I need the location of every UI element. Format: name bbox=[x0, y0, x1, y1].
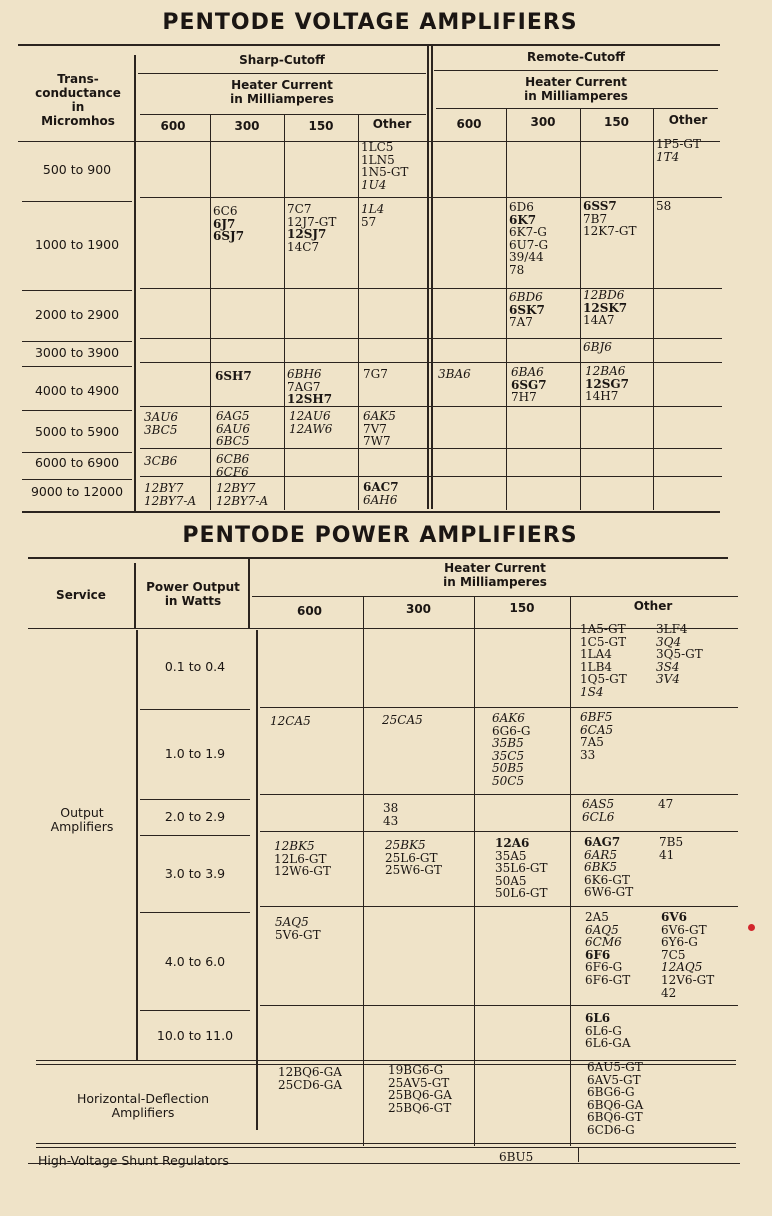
remote-cutoff-header: Remote-Cutoff bbox=[526, 50, 626, 64]
tube-type: 6BQ6-GT bbox=[587, 1110, 643, 1125]
tube-type: 6AV5-GT bbox=[587, 1072, 641, 1087]
tube-type: 12SH7 bbox=[287, 392, 333, 407]
tube-type: 12CA5 bbox=[270, 714, 311, 728]
tube-type: 6V6 bbox=[661, 910, 688, 924]
tube-list bbox=[213, 205, 244, 243]
tube-type: 3Q5-GT bbox=[656, 647, 703, 662]
row-label: 1000 to 1900 bbox=[34, 237, 120, 252]
tube-type: 6CD6-G bbox=[587, 1122, 635, 1137]
row-label: 6000 to 6900 bbox=[34, 455, 120, 470]
tube-type: 6AH6 bbox=[363, 492, 398, 507]
tube-list bbox=[661, 911, 714, 999]
tube-type: 6CB6 bbox=[216, 452, 250, 466]
page-mark bbox=[748, 924, 755, 931]
tube-type: 57 bbox=[361, 214, 377, 229]
tube-type: 14C7 bbox=[287, 239, 320, 254]
tube-type: 12SJ7 bbox=[287, 227, 327, 242]
voltage-title: PENTODE VOLTAGE AMPLIFIERS bbox=[162, 10, 578, 35]
tube-type: 6BJ6 bbox=[583, 340, 612, 354]
tube-type: 12A6 bbox=[495, 836, 530, 850]
tube-type: 12BQ6-GA bbox=[278, 1065, 342, 1079]
row-label: 9000 to 12000 bbox=[30, 484, 124, 499]
tube-type: 12SG7 bbox=[585, 376, 629, 391]
tube-type: 58 bbox=[656, 199, 672, 213]
tube-list bbox=[289, 410, 332, 435]
power-output-header: Power Output in Watts bbox=[146, 580, 240, 608]
tube-type: 6AG5 bbox=[216, 409, 250, 423]
sharp-heater-header: Heater Current in Milliamperes bbox=[230, 78, 334, 106]
tube-list bbox=[144, 455, 177, 468]
tube-type: 6AU5-GT bbox=[587, 1060, 643, 1074]
output-amplifiers-label: Output Amplifiers bbox=[50, 805, 114, 834]
tube-type: 6BH6 bbox=[287, 367, 322, 381]
tube-list bbox=[363, 410, 396, 448]
tube-type: 12BY7 bbox=[144, 481, 184, 495]
tube-type: 6K6-GT bbox=[584, 872, 630, 887]
tube-list bbox=[144, 411, 178, 436]
transconductance-header: Trans- conductance in Micromhos bbox=[35, 72, 121, 128]
tube-type: 6F6-GT bbox=[585, 972, 631, 987]
tube-type: 6F6-G bbox=[585, 960, 623, 975]
col-header: 150 bbox=[308, 119, 334, 133]
tube-type: 7G7 bbox=[363, 367, 388, 381]
tube-list bbox=[658, 798, 673, 811]
tube-list bbox=[656, 200, 671, 213]
tube-type: 6Y6-G bbox=[661, 935, 698, 950]
tube-list bbox=[215, 370, 252, 383]
remote-heater-header: Heater Current in Milliamperes bbox=[524, 75, 628, 103]
tube-type: 25W6-GT bbox=[385, 863, 442, 878]
tube-type: 3AU6 bbox=[144, 410, 179, 424]
tube-type: 12J7-GT bbox=[287, 214, 337, 229]
tube-type: 43 bbox=[383, 813, 399, 828]
row-label: 2.0 to 2.9 bbox=[164, 809, 226, 824]
tube-list bbox=[216, 410, 250, 448]
tube-type: 6AK5 bbox=[363, 409, 396, 423]
tube-type: 1C5-GT bbox=[580, 634, 627, 649]
row-label: 4000 to 4900 bbox=[34, 383, 120, 398]
col-header: 150 bbox=[603, 115, 630, 129]
tube-list bbox=[216, 482, 268, 507]
tube-type: 12K7-GT bbox=[583, 224, 637, 239]
tube-list bbox=[216, 453, 249, 478]
tube-type: 7H7 bbox=[511, 390, 537, 405]
tube-type: 50C5 bbox=[492, 773, 525, 788]
tube-type: 6AS5 bbox=[582, 797, 615, 811]
tube-type: 6BK5 bbox=[584, 860, 618, 875]
tube-type: 35L6-GT bbox=[495, 861, 548, 876]
tube-type: 25CA5 bbox=[382, 713, 423, 727]
col-header: 300 bbox=[405, 602, 432, 616]
tube-type: 6G6-G bbox=[492, 723, 531, 738]
tube-list bbox=[499, 1151, 533, 1164]
tube-type: 7C7 bbox=[287, 202, 312, 216]
col-header: Other bbox=[372, 117, 412, 131]
tube-type: 7C5 bbox=[661, 947, 686, 962]
tube-type: 7V7 bbox=[363, 421, 387, 436]
tube-type: 1L4 bbox=[361, 202, 385, 216]
tube-list bbox=[385, 839, 442, 877]
tube-list bbox=[287, 203, 336, 253]
tube-type: 7W7 bbox=[363, 434, 391, 449]
tube-type: 1LB4 bbox=[580, 659, 613, 674]
tube-list bbox=[509, 291, 545, 329]
row-label: 10.0 to 11.0 bbox=[156, 1028, 234, 1043]
service-header: Service bbox=[56, 588, 106, 602]
tube-type: 41 bbox=[659, 847, 675, 862]
col-header: 300 bbox=[530, 115, 556, 129]
tube-list bbox=[580, 711, 613, 761]
tube-list bbox=[583, 341, 612, 354]
tube-list bbox=[388, 1064, 452, 1114]
tube-type: 6BC5 bbox=[216, 434, 250, 449]
tube-type: 7B7 bbox=[583, 211, 608, 226]
tube-type: 25L6-GT bbox=[385, 850, 438, 865]
tube-list bbox=[361, 203, 384, 228]
tube-type: 19BG6-G bbox=[388, 1063, 444, 1077]
tube-list bbox=[511, 366, 547, 404]
tube-type: 7AG7 bbox=[287, 379, 321, 394]
tube-type: 12AQ5 bbox=[661, 960, 703, 975]
tube-type: 6BD6 bbox=[509, 290, 543, 304]
col-header: 600 bbox=[456, 117, 482, 131]
tube-type: 6L6-GA bbox=[585, 1036, 631, 1051]
tube-type: 1N5-GT bbox=[361, 165, 409, 180]
tube-type: 6CA5 bbox=[580, 722, 614, 737]
col-header: Other bbox=[633, 599, 673, 613]
tube-type: 1U4 bbox=[361, 177, 387, 192]
tube-list bbox=[585, 911, 630, 987]
tube-list bbox=[438, 368, 471, 381]
tube-list bbox=[383, 802, 398, 827]
tube-list bbox=[270, 715, 311, 728]
tube-type: 6V6-GT bbox=[661, 922, 707, 937]
tube-type: 12SK7 bbox=[583, 300, 628, 315]
tube-type: 6CL6 bbox=[582, 809, 615, 824]
tube-list bbox=[495, 837, 548, 900]
tube-type: 1T4 bbox=[656, 149, 680, 164]
row-label: 1.0 to 1.9 bbox=[164, 746, 226, 761]
tube-type: 6U7-G bbox=[509, 237, 549, 252]
tube-type: 6SG7 bbox=[511, 377, 547, 392]
tube-type: 12W6-GT bbox=[274, 864, 331, 879]
tube-type: 6SJ7 bbox=[213, 229, 245, 244]
col-header: Other bbox=[668, 113, 708, 127]
tube-type: 12BK5 bbox=[274, 839, 315, 853]
tube-type: 6CF6 bbox=[216, 464, 249, 479]
tube-type: 3Q4 bbox=[656, 634, 682, 649]
tube-type: 38 bbox=[383, 801, 399, 815]
tube-type: 6D6 bbox=[509, 200, 534, 214]
tube-type: 6L6-G bbox=[585, 1023, 622, 1038]
tube-type: 6L6 bbox=[585, 1011, 611, 1025]
tube-type: 25BK5 bbox=[385, 838, 426, 852]
tube-type: 47 bbox=[658, 797, 674, 811]
power-title: PENTODE POWER AMPLIFIERS bbox=[182, 523, 578, 548]
tube-type: 6SS7 bbox=[583, 199, 617, 213]
tube-type: 6K7-G bbox=[509, 225, 547, 240]
tube-list bbox=[492, 712, 531, 788]
tube-list bbox=[659, 836, 683, 861]
shunt-regulators-label: High-Voltage Shunt Regulators bbox=[38, 1153, 229, 1168]
tube-type: 5AQ5 bbox=[275, 915, 309, 929]
tube-type: 42 bbox=[661, 985, 677, 1000]
tube-type: 12BY7-A bbox=[144, 493, 197, 508]
tube-list bbox=[656, 623, 703, 686]
tube-list bbox=[583, 289, 627, 327]
tube-type: 1LA4 bbox=[580, 647, 612, 662]
tube-type: 35B5 bbox=[492, 736, 524, 751]
row-label: 2000 to 2900 bbox=[34, 307, 120, 322]
tube-type: 12BY7 bbox=[216, 481, 256, 495]
tube-type: 35A5 bbox=[495, 848, 527, 863]
tube-type: 6BG6-G bbox=[587, 1085, 635, 1100]
tube-type: 3BA6 bbox=[438, 367, 471, 381]
tube-type: 33 bbox=[580, 747, 596, 762]
tube-type: 6AC7 bbox=[363, 480, 399, 494]
power-heater-header: Heater Current in Milliamperes bbox=[443, 561, 547, 589]
tube-type: 6BQ6-GA bbox=[587, 1097, 644, 1112]
tube-type: 12BD6 bbox=[583, 288, 625, 302]
tube-type: 3CB6 bbox=[144, 454, 178, 468]
tube-type: 50B5 bbox=[492, 761, 524, 776]
row-label: 5000 to 5900 bbox=[34, 424, 120, 439]
tube-type: 14A7 bbox=[583, 313, 615, 328]
tube-type: 25BQ6-GT bbox=[388, 1100, 452, 1115]
tube-list bbox=[580, 623, 627, 699]
tube-type: 6AU6 bbox=[216, 421, 251, 436]
tube-type: 12AU6 bbox=[289, 409, 331, 423]
tube-type: 3LF4 bbox=[656, 622, 688, 636]
tube-type: 50A5 bbox=[495, 873, 527, 888]
tube-type: 6W6-GT bbox=[584, 885, 634, 900]
tube-type: 1P5-GT bbox=[656, 137, 701, 151]
tube-type: 6C6 bbox=[213, 204, 238, 218]
tube-type: 6AQ5 bbox=[585, 922, 619, 937]
tube-list bbox=[363, 481, 399, 506]
tube-type: 6BU5 bbox=[499, 1150, 534, 1164]
row-label: 3.0 to 3.9 bbox=[164, 866, 226, 881]
sharp-cutoff-header: Sharp-Cutoff bbox=[239, 53, 325, 67]
tube-type: 12BA6 bbox=[585, 364, 626, 378]
tube-list bbox=[585, 365, 629, 403]
tube-type: 6J7 bbox=[213, 216, 236, 231]
horizontal-deflection-label: Horizontal-Deflection Amplifiers bbox=[76, 1091, 210, 1120]
tube-type: 5V6-GT bbox=[275, 927, 321, 942]
tube-type: 35C5 bbox=[492, 748, 525, 763]
tube-type: 1LN5 bbox=[361, 152, 395, 167]
tube-type: 3V4 bbox=[656, 672, 680, 687]
tube-type: 6SK7 bbox=[509, 302, 545, 317]
tube-type: 6CM6 bbox=[585, 935, 622, 950]
row-label: 3000 to 3900 bbox=[34, 345, 120, 360]
tube-type: 12V6-GT bbox=[661, 972, 715, 987]
tube-type: 12L6-GT bbox=[274, 851, 327, 866]
tube-list bbox=[287, 368, 332, 406]
row-label: 0.1 to 0.4 bbox=[164, 659, 226, 674]
tube-type: 7A5 bbox=[580, 735, 604, 750]
tube-list bbox=[587, 1061, 643, 1137]
tube-type: 3S4 bbox=[656, 659, 680, 674]
tube-list bbox=[363, 368, 388, 381]
tube-type: 2A5 bbox=[585, 910, 609, 924]
tube-type: 6AK6 bbox=[492, 711, 525, 725]
col-header: 150 bbox=[509, 601, 535, 615]
tube-list bbox=[509, 201, 548, 277]
tube-type: 12AW6 bbox=[289, 421, 333, 436]
tube-type: 6SH7 bbox=[215, 369, 252, 383]
tube-list bbox=[278, 1066, 342, 1091]
tube-type: 78 bbox=[509, 262, 525, 277]
tube-type: 14H7 bbox=[585, 389, 619, 404]
tube-type: 1LC5 bbox=[361, 140, 394, 154]
tube-type: 6AG7 bbox=[584, 835, 621, 849]
tube-type: 50L6-GT bbox=[495, 886, 548, 901]
tube-list bbox=[584, 836, 633, 899]
tube-list bbox=[274, 840, 331, 878]
tube-type: 1S4 bbox=[580, 684, 604, 699]
tube-list bbox=[582, 798, 614, 823]
tube-type: 25AV5-GT bbox=[388, 1075, 450, 1090]
tube-type: 7A7 bbox=[509, 315, 533, 330]
col-header: 300 bbox=[234, 119, 260, 133]
tube-type: 6K7 bbox=[509, 212, 537, 227]
row-label: 4.0 to 6.0 bbox=[164, 954, 226, 969]
tube-list bbox=[361, 141, 408, 191]
tube-type: 3BC5 bbox=[144, 422, 178, 437]
tube-list bbox=[583, 200, 637, 238]
tube-type: 1Q5-GT bbox=[580, 672, 627, 687]
col-header: 600 bbox=[160, 119, 186, 133]
tube-type: 7B5 bbox=[659, 835, 684, 849]
tube-type: 6AR5 bbox=[584, 847, 617, 862]
tube-type: 6BA6 bbox=[511, 365, 544, 379]
tube-type: 6F6 bbox=[585, 947, 611, 962]
tube-type: 39/44 bbox=[509, 250, 544, 265]
tube-type: 25CD6-GA bbox=[278, 1077, 343, 1092]
tube-list bbox=[656, 138, 701, 163]
tube-list bbox=[144, 482, 196, 507]
tube-type: 1A5-GT bbox=[580, 622, 626, 636]
row-label: 500 to 900 bbox=[42, 162, 112, 177]
tube-list bbox=[382, 714, 423, 727]
tube-list bbox=[585, 1012, 631, 1050]
tube-type: 12BY7-A bbox=[216, 493, 269, 508]
col-header: 600 bbox=[296, 604, 323, 618]
tube-list bbox=[275, 916, 321, 941]
tube-type: 6BF5 bbox=[580, 710, 613, 724]
tube-type: 25BQ6-GA bbox=[388, 1088, 452, 1103]
